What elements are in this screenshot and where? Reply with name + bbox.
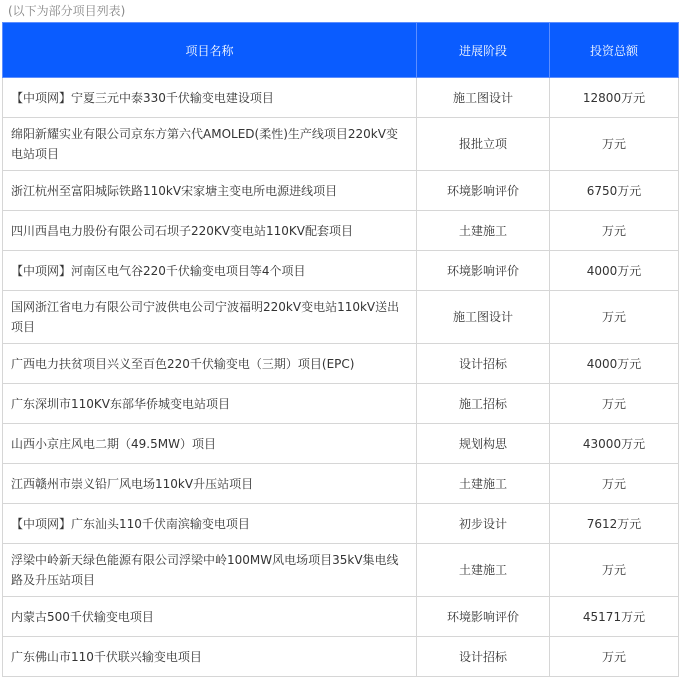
- amount-cell: 6750万元: [550, 171, 679, 211]
- table-row[interactable]: [3, 637, 679, 677]
- table-row[interactable]: [3, 597, 679, 637]
- project-table: [2, 22, 679, 677]
- stage-cell: 环境影响评价: [417, 251, 550, 291]
- project-name-cell[interactable]: 浙江杭州至富阳城际铁路110kV宋家塘主变电所电源进线项目: [3, 171, 417, 211]
- stage-cell: 初步设计: [417, 504, 550, 544]
- column-header-investment: 投资总额: [550, 23, 679, 78]
- column-header-stage: 进展阶段: [417, 23, 550, 78]
- project-name-cell[interactable]: 广西电力扶贫项目兴义至百色220千伏输变电（三期）项目(EPC): [3, 344, 417, 384]
- stage-cell: 施工招标: [417, 384, 550, 424]
- column-header-project-name: 项目名称: [3, 23, 417, 78]
- project-name-cell[interactable]: 四川西昌电力股份有限公司石坝子220KV变电站110KV配套项目: [3, 211, 417, 251]
- project-name-cell[interactable]: 国网浙江省电力有限公司宁波供电公司宁波福明220kV变电站110kV送出项目: [3, 291, 417, 344]
- amount-cell: 万元: [550, 211, 679, 251]
- table-row[interactable]: [3, 171, 679, 211]
- amount-cell: 45171万元: [550, 597, 679, 637]
- table-row[interactable]: [3, 211, 679, 251]
- table-row[interactable]: [3, 78, 679, 118]
- project-name-cell[interactable]: 江西赣州市崇义铅厂风电场110kV升压站项目: [3, 464, 417, 504]
- project-name-cell[interactable]: 内蒙古500千伏输变电项目: [3, 597, 417, 637]
- stage-cell: 环境影响评价: [417, 597, 550, 637]
- amount-cell: 12800万元: [550, 78, 679, 118]
- amount-cell: 7612万元: [550, 504, 679, 544]
- table-row[interactable]: [3, 504, 679, 544]
- stage-cell: 土建施工: [417, 544, 550, 597]
- table-row[interactable]: [3, 424, 679, 464]
- amount-cell: 43000万元: [550, 424, 679, 464]
- table-row[interactable]: [3, 251, 679, 291]
- stage-cell: 报批立项: [417, 118, 550, 171]
- table-row[interactable]: [3, 464, 679, 504]
- amount-cell: 万元: [550, 384, 679, 424]
- table-row[interactable]: [3, 344, 679, 384]
- table-row[interactable]: [3, 291, 679, 344]
- table-header-row: [3, 23, 679, 78]
- project-name-cell[interactable]: 【中项网】宁夏三元中泰330千伏输变电建设项目: [3, 78, 417, 118]
- stage-cell: 施工图设计: [417, 291, 550, 344]
- amount-cell: 4000万元: [550, 251, 679, 291]
- table-row[interactable]: [3, 544, 679, 597]
- amount-cell: 万元: [550, 291, 679, 344]
- table-row[interactable]: [3, 384, 679, 424]
- stage-cell: 施工图设计: [417, 78, 550, 118]
- table-caption: (以下为部分项目列表): [8, 4, 126, 18]
- amount-cell: 万元: [550, 637, 679, 677]
- stage-cell: 规划构思: [417, 424, 550, 464]
- project-name-cell[interactable]: 广东深圳市110KV东部华侨城变电站项目: [3, 384, 417, 424]
- stage-cell: 设计招标: [417, 344, 550, 384]
- project-name-cell[interactable]: 绵阳新耀实业有限公司京东方第六代AMOLED(柔性)生产线项目220kV变电站项目: [3, 118, 417, 171]
- amount-cell: 4000万元: [550, 344, 679, 384]
- amount-cell: 万元: [550, 464, 679, 504]
- project-name-cell[interactable]: 【中项网】广东汕头110千伏南滨输变电项目: [3, 504, 417, 544]
- project-name-cell[interactable]: 浮梁中岭新天绿色能源有限公司浮梁中岭100MW风电场项目35kV集电线路及升压站项目: [3, 544, 417, 597]
- stage-cell: 土建施工: [417, 464, 550, 504]
- stage-cell: 设计招标: [417, 637, 550, 677]
- project-name-cell[interactable]: 广东佛山市110千伏联兴输变电项目: [3, 637, 417, 677]
- stage-cell: 土建施工: [417, 211, 550, 251]
- project-name-cell[interactable]: 【中项网】河南区电气谷220千伏输变电项目等4个项目: [3, 251, 417, 291]
- project-name-cell[interactable]: 山西小京庄风电二期（49.5MW）项目: [3, 424, 417, 464]
- table-row[interactable]: [3, 118, 679, 171]
- stage-cell: 环境影响评价: [417, 171, 550, 211]
- amount-cell: 万元: [550, 544, 679, 597]
- amount-cell: 万元: [550, 118, 679, 171]
